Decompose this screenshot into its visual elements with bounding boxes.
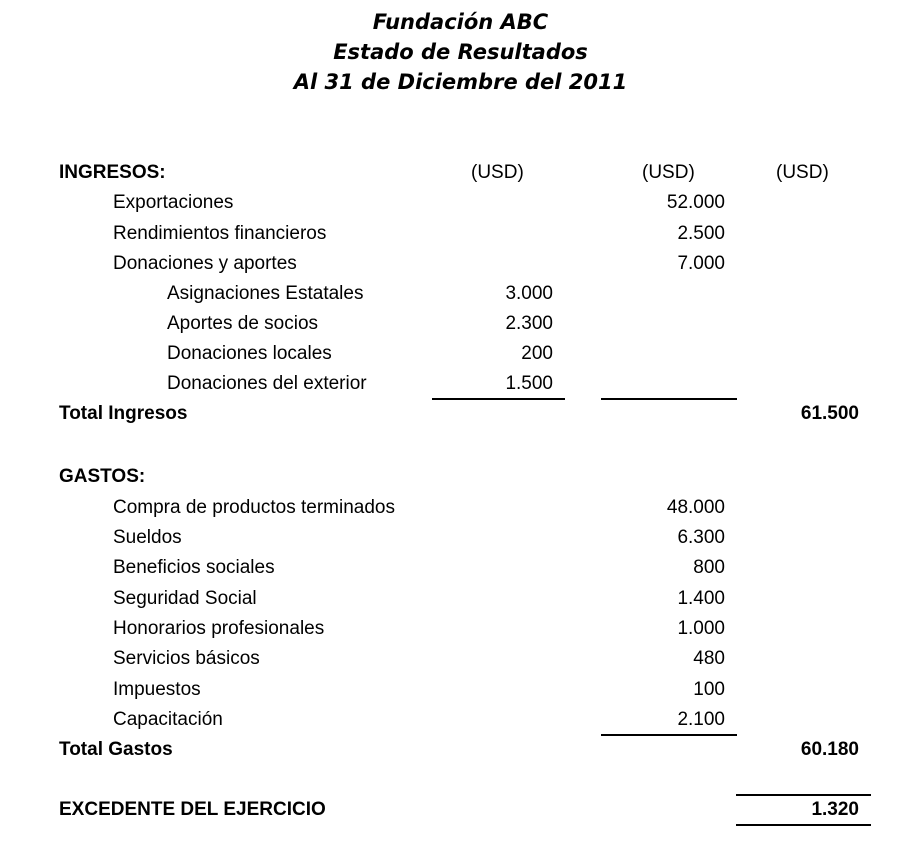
gastos-heading: GASTOS: xyxy=(59,466,146,487)
gastos-item-label: Compra de productos terminados xyxy=(113,497,395,518)
gastos-item-label: Seguridad Social xyxy=(113,588,257,609)
ingresos-item-amount: 52.000 xyxy=(666,192,725,213)
subtotal-underline xyxy=(601,734,737,736)
total-ingresos-label: Total Ingresos xyxy=(59,403,188,424)
ingresos-item-amount: 2.500 xyxy=(677,223,725,244)
gastos-item-label: Sueldos xyxy=(113,527,182,548)
ingresos-subitem-amount: 3.000 xyxy=(505,283,553,304)
ingresos-heading: INGRESOS: xyxy=(59,162,166,183)
ingresos-subitem-label: Donaciones locales xyxy=(167,343,332,364)
gastos-item-amount: 100 xyxy=(693,679,725,700)
gastos-item-amount: 1.400 xyxy=(677,588,725,609)
total-gastos-amount: 60.180 xyxy=(800,739,859,760)
total-gastos-label: Total Gastos xyxy=(59,739,173,760)
total-underline xyxy=(736,824,871,826)
subtotal-underline xyxy=(432,398,565,400)
excedente-amount: 1.320 xyxy=(811,799,859,820)
total-ingresos-amount: 61.500 xyxy=(800,403,859,424)
ingresos-item-label: Donaciones y aportes xyxy=(113,253,297,274)
ingresos-subitem-amount: 1.500 xyxy=(505,373,553,394)
gastos-item-amount: 1.000 xyxy=(677,618,725,639)
ingresos-item-amount: 7.000 xyxy=(677,253,725,274)
ingresos-item-label: Rendimientos financieros xyxy=(113,223,327,244)
ingresos-subitem-amount: 2.300 xyxy=(505,313,553,334)
report-title: Fundación ABC xyxy=(372,10,549,34)
currency-header-3: (USD) xyxy=(776,162,829,183)
ingresos-subitem-label: Asignaciones Estatales xyxy=(167,283,364,304)
report-subtitle: Estado de Resultados xyxy=(333,40,588,64)
currency-header-2: (USD) xyxy=(642,162,695,183)
gastos-item-label: Capacitación xyxy=(113,709,223,730)
ingresos-item-label: Exportaciones xyxy=(113,192,234,213)
subtotal-underline xyxy=(601,398,737,400)
gastos-item-amount: 2.100 xyxy=(677,709,725,730)
gastos-item-label: Beneficios sociales xyxy=(113,557,275,578)
gastos-item-amount: 6.300 xyxy=(677,527,725,548)
total-overline xyxy=(736,794,871,796)
excedente-label: EXCEDENTE DEL EJERCICIO xyxy=(59,799,326,820)
ingresos-subitem-amount: 200 xyxy=(521,343,553,364)
gastos-item-amount: 480 xyxy=(693,648,725,669)
ingresos-subitem-label: Donaciones del exterior xyxy=(167,373,367,394)
gastos-item-label: Impuestos xyxy=(113,679,201,700)
ingresos-subitem-label: Aportes de socios xyxy=(167,313,319,334)
gastos-item-label: Servicios básicos xyxy=(113,648,260,669)
report-date: Al 31 de Diciembre del 2011 xyxy=(293,70,628,94)
gastos-item-amount: 800 xyxy=(693,557,725,578)
currency-header-1: (USD) xyxy=(471,162,524,183)
gastos-item-label: Honorarios profesionales xyxy=(113,618,325,639)
gastos-item-amount: 48.000 xyxy=(666,497,725,518)
